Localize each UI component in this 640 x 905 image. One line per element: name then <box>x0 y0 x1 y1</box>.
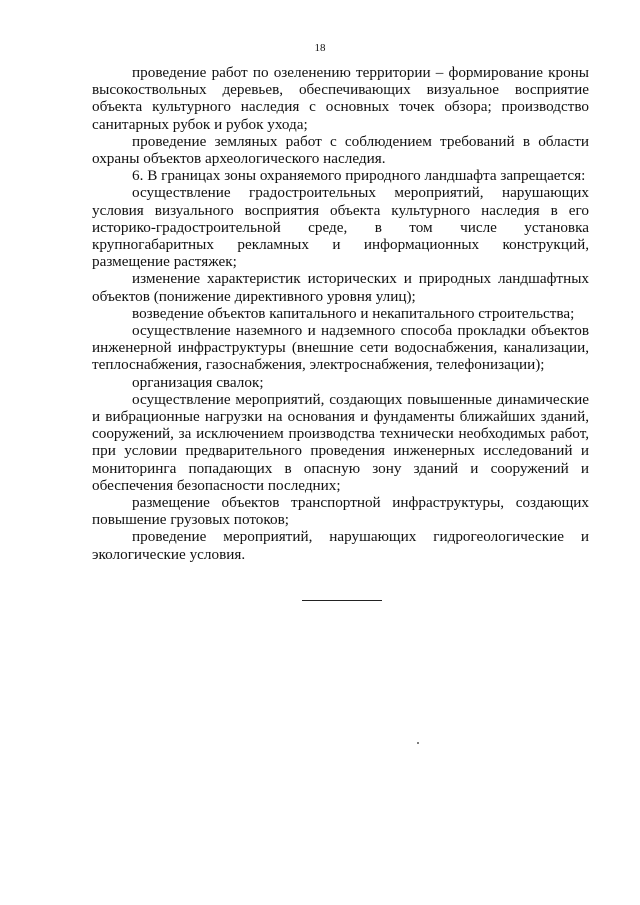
paragraph-construction: возведение объектов капитального и некапитального строительства; <box>132 304 575 322</box>
document-body <box>92 64 589 563</box>
paragraph-landscaping: проведение работ по озеленению территории – формирование кроны высокоствольных деревьев, обеспечивающих визуальное восприятие объекта культурного наследия с основных точек обзора; производство санитарных рубок и рубок ухода; <box>92 64 589 133</box>
paragraph-infrastructure: осуществление наземного и надземного способа прокладки объектов инженерной инфраструктуры (внешние сети водоснабжения, канализации, теплоснабжения, газоснабжения, электроснабжения, телефонизации); <box>92 322 589 374</box>
paragraph-hydrogeology: проведение мероприятий, нарушающих гидрогеологические и экологические условия. <box>92 528 589 563</box>
end-separator-line <box>302 600 382 601</box>
paragraph-transport: размещение объектов транспортной инфраструктуры, создающих повышение грузовых потоков; <box>92 494 589 529</box>
paragraph-landscape-change: изменение характеристик исторических и природных ландшафтных объектов (понижение директивного уровня улиц); <box>92 270 589 305</box>
page-number: 18 <box>314 42 326 54</box>
paragraph-section-6-heading: 6. В границах зоны охраняемого природного ландшафта запрещается: <box>132 167 586 185</box>
paragraph-urban-planning: осуществление градостроительных мероприятий, нарушающих условия визуального восприятия объекта культурного наследия в его историко-градостроительной среде, в том числе установка крупногабаритных рекламных и информационных конструкций, размещение растяжек; <box>92 184 589 271</box>
paragraph-dumps: организация свалок; <box>132 373 264 391</box>
paragraph-earthworks: проведение земляных работ с соблюдением требований в области охраны объектов археологического наследия. <box>92 132 589 168</box>
scan-speck <box>417 742 419 744</box>
paragraph-vibration: осуществление мероприятий, создающих повышенные динамические и вибрационные нагрузки на основания и фундаменты ближайших зданий, сооружений, за исключением производства технически необходимых работ, при условии предварительного проведения инженерных исследований и мониторинга попадающих в опасную зону зданий и сооружений и обеспечения безопасности последних; <box>92 390 589 494</box>
